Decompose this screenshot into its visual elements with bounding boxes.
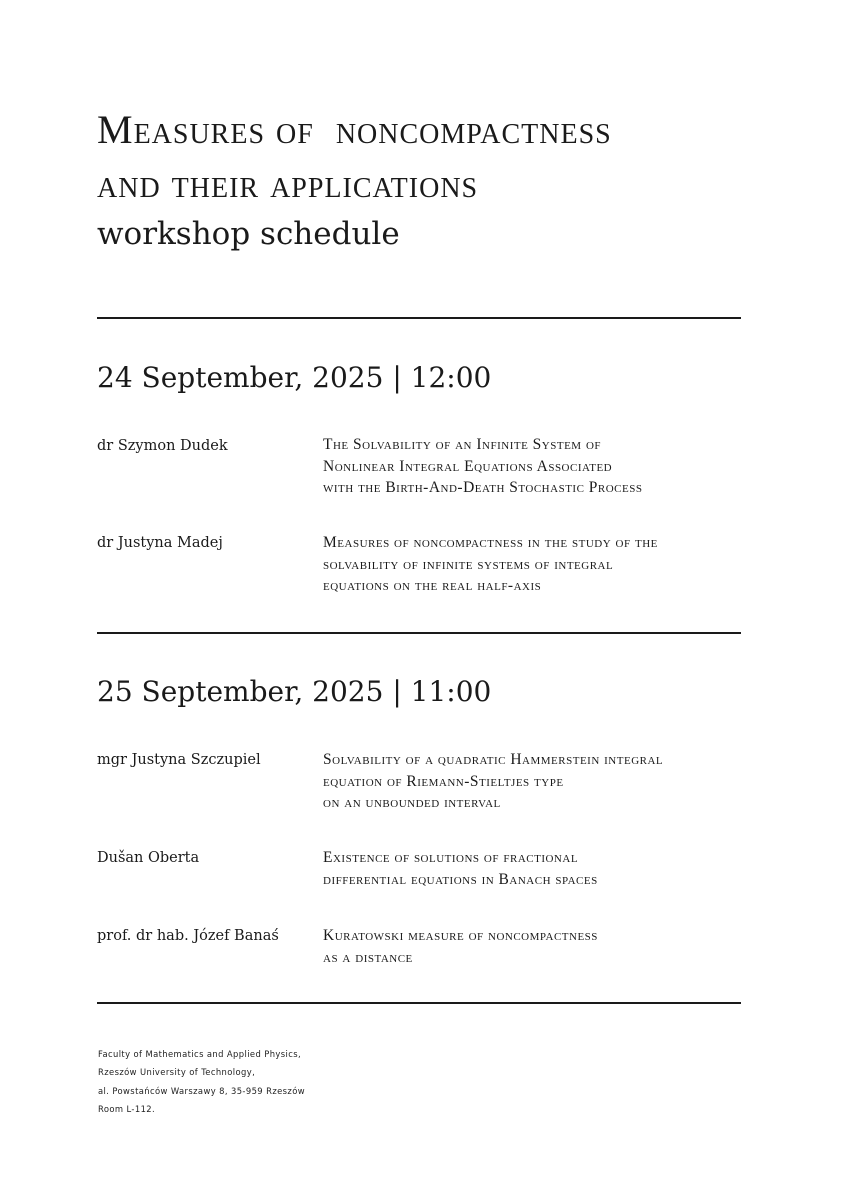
address-line: Room L-112. <box>98 1103 156 1114</box>
session-date: 25 September, 2025 | 11:00 <box>97 675 492 708</box>
talk-title-line: with the Birth-And-Death Stochastic Process <box>323 479 643 496</box>
venue-address <box>98 1045 305 1118</box>
session-date: 24 September, 2025 | 12:00 <box>97 361 492 394</box>
talk-title-line: Kuratowski measure of noncompactness <box>323 927 598 944</box>
talk-title-line: equations on the real half-axis <box>323 577 542 594</box>
talk-title <box>323 434 743 499</box>
divider <box>97 632 741 634</box>
talk-title-line: as a distance <box>323 948 413 966</box>
talk-title-line: Nonlinear Integral Equations Associated <box>323 457 613 475</box>
address-line: Rzeszów University of Technology, <box>98 1067 256 1078</box>
document-title: Measures of noncompactness and their applications <box>97 107 612 206</box>
talk-title <box>323 749 743 814</box>
talk-title-line: Solvability of a quadratic Hammerstein integral <box>323 751 664 768</box>
talk-title-line: Measures of noncompactness in the study of the <box>323 534 658 551</box>
document-subtitle: workshop schedule <box>97 216 400 252</box>
talk-title-line: The Solvability of an Infinite System of <box>323 436 602 453</box>
talk-title-line: differential equations in Banach spaces <box>323 870 598 888</box>
speaker-name: mgr Justyna Szczupiel <box>97 752 261 768</box>
talk-title <box>323 925 743 968</box>
talk-title-line: Existence of solutions of fractional <box>323 849 579 866</box>
speaker-name: dr Justyna Madej <box>97 535 223 551</box>
talk-title-line: equation of Riemann-Stieltjes type <box>323 772 564 790</box>
talk-title <box>323 847 743 890</box>
address-line: Faculty of Mathematics and Applied Physics, <box>98 1049 302 1059</box>
divider <box>97 1002 741 1004</box>
talk-title <box>323 532 743 597</box>
address-line: al. Powstańców Warszawy 8, 35-959 Rzeszów <box>98 1085 305 1096</box>
talk-title-line: on an unbounded interval <box>323 794 501 811</box>
speaker-name: prof. dr hab. Józef Banaś <box>97 928 279 944</box>
speaker-name: dr Szymon Dudek <box>97 438 228 454</box>
divider <box>97 317 741 319</box>
talk-title-line: solvability of infinite systems of integral <box>323 555 614 573</box>
speaker-name: Dušan Oberta <box>97 850 200 866</box>
